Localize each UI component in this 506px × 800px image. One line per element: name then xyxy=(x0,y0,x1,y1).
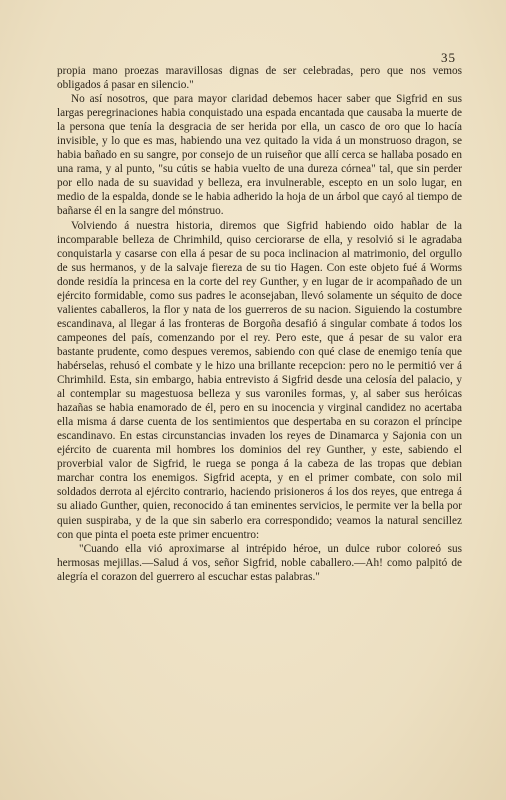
paragraph-continuation: propia mano proezas maravillosas dignas de ser celebradas, pero que nos vemos obligados á pasar en silencio." xyxy=(57,65,462,92)
body-text xyxy=(57,64,462,584)
page-number: 35 xyxy=(441,50,456,65)
paragraph-quote: "Cuando ella vió aproximarse al intrépido héroe, un dulce rubor coloreó sus hermosas mejillas.—Salud á vos, señor Sigfrid, noble caballero.—Ah! como palpitó de alegría el corazon del guerrero al escuchar estas palabras." xyxy=(57,542,462,583)
paragraph-sigfrid-powers: No así nosotros, que para mayor claridad debemos hacer saber que Sigfrid en sus largas peregrinaciones habia conquistado una espada encantada que causaba la muerte de la persona que tenía la desgracia de ser herida por ella, un casco de oro que lo hacía invisible, y lo que es mas, habiendo una vez quitado la vida á un monstruoso dragon, se habia bañado en su sangre, por consejo de un ruiseñor que allí cerca se hallaba posado en una rama, y al punto, "su cútis se habia vuelto de una dureza córnea" tal, que sin perder por ello nada de su suavidad y belleza, era invulnerable, escepto en un solo lugar, en medio de la espalda, donde se le habia adherido la hoja de un árbol que cayó al tiempo de bañarse él en la sangre del mónstruo. xyxy=(57,93,462,218)
paragraph-story: Volviendo á nuestra historia, diremos que Sigfrid habiendo oido hablar de la incomparable belleza de Chrimhild, quiso cerciorarse de ella, y resolvió si le agradaba conquistarla y casarse con ella á pesar de su poca inclinacion al matrimonio, del orgullo de sus hermanos, y de la salvaje fiereza de su tio Hagen. Con este objeto fué á Worms donde residía la princesa en la corte del rey Gunther, y en lugar de ir acompañado de un ejército formidable, como sus padres le aconsejaban, llevó solamente un séquito de doce valientes caballeros, la flor y nata de los guerreros de su nacion. Siguiendo la costumbre escandinava, al llegar á las fronteras de Borgoña desafió á singular combate á todos los campeones del país, comenzando por el rey. Pero este, que á pesar de su valor era bastante prudente, como despues veremos, sabiendo con qué clase de enemigo tenía que habérselas, rehusó el combate y le hizo una brillante recepcion: pero no le permitió ver á Chrimhild. Esta, sin embargo, habia entrevisto á Sigfrid desde una celosía del palacio, y al contemplar su magestuosa belleza y sus varoniles formas, y, al saber sus heróicas hazañas se habia enamorado de él, pero en su inocencia y virginal candidez no acertaba ella misma á darse cuenta de los sentimientos que despertaba en su corazon el príncipe escandinavo. En estas circunstancias invaden los reyes de Dinamarca y Sajonia con un ejército de cuarenta mil hombres los dominios del rey Gunther, y este, sabiendo el proverbial valor de Sigfrid, le ruega se ponga á la cabeza de las tropas que debian marchar contra los enemigos. Sigfrid acepta, y en el primer combate, con solo mil soldados derrota al ejército contrario, haciendo prisioneros á los dos reyes, que entrega á su aliado Gunther, quien, reconocido á tan eminentes servicios, le permite ver la bella por quien suspiraba, y de la que sin saberlo era correspondido; veamos la natural sencillez con que pinta el poeta este primer encuentro: xyxy=(57,219,462,541)
